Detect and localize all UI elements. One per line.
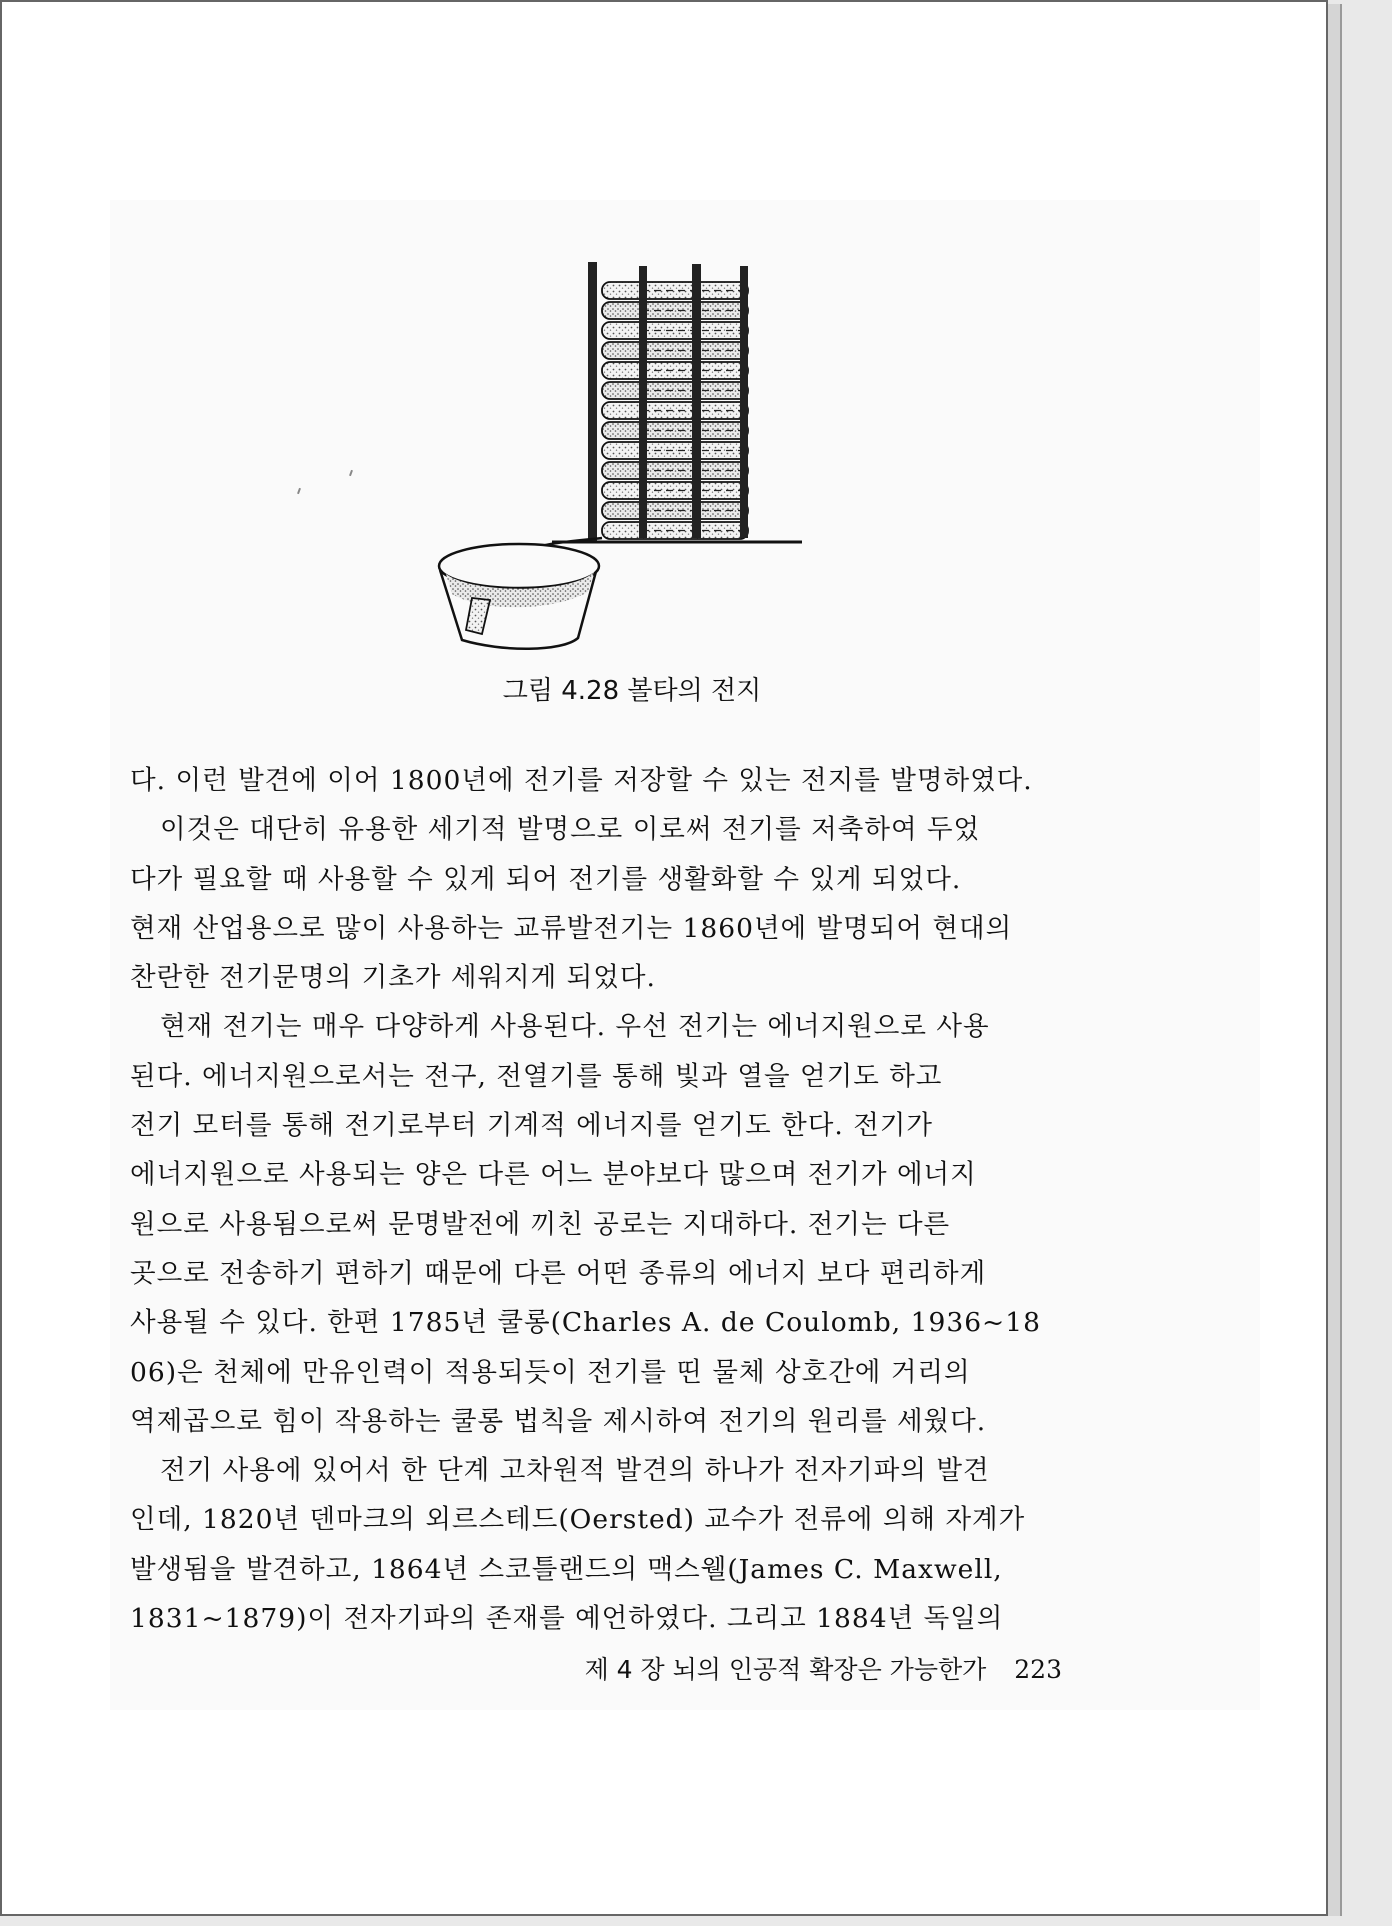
text-line: 에너지원으로 사용되는 양은 다른 어느 분야보다 많으며 전기가 에너지 xyxy=(130,1159,977,1191)
volta-pile-icon xyxy=(402,242,842,662)
chapter-title: 제 4 장 뇌의 인공적 확장은 가능한가 xyxy=(584,1655,987,1684)
text-line: 인데, 1820년 덴마크의 외르스테드(Oersted) 교수가 전류에 의해 자계가 xyxy=(130,1504,1026,1536)
text-line: 이것은 대단히 유용한 세기적 발명으로 이로써 전기를 저축하여 두었 xyxy=(160,814,981,846)
text-line: 다. 이런 발견에 이어 1800년에 전기를 저장할 수 있는 전지를 발명하였다. xyxy=(130,765,1033,796)
text-line: 현재 산업용으로 많이 사용하는 교류발전기는 1860년에 발명되어 현대의 xyxy=(130,912,1013,944)
text-line: 1831~1879)이 전자기파의 존재를 예언하였다. 그리고 1884년 독일의 xyxy=(130,1603,1004,1635)
text-line: 원으로 사용됨으로써 문명발전에 끼친 공로는 지대하다. 전기는 다른 xyxy=(130,1208,951,1240)
text-line: 찬란한 전기문명의 기초가 세워지게 되었다. xyxy=(130,962,656,994)
figure-caption: 그림 4.28 볼타의 전지 xyxy=(502,676,762,706)
text-line: 역제곱으로 힘이 작용하는 쿨롱 법칙을 제시하여 전기의 원리를 세웠다. xyxy=(130,1405,987,1437)
volta-pile-figure xyxy=(402,242,842,662)
text-line: 곳으로 전송하기 편하기 때문에 다른 어떤 종류의 에너지 보다 편리하게 xyxy=(130,1257,987,1289)
text-line: 현재 전기는 매우 다양하게 사용된다. 우선 전기는 에너지원으로 사용 xyxy=(160,1011,990,1043)
text-line: 전기 모터를 통해 전기로부터 기계적 에너지를 얻기도 한다. 전기가 xyxy=(130,1110,933,1142)
page-number: 223 xyxy=(1014,1655,1062,1684)
text-line: 된다. 에너지원으로서는 전구, 전열기를 통해 빛과 열을 얻기도 하고 xyxy=(130,1060,943,1092)
page-edge xyxy=(1328,4,1342,1916)
running-footer xyxy=(542,1650,1062,1686)
text-line: 발생됨을 발견하고, 1864년 스코틀랜드의 맥스웰(James C. Maxwell, xyxy=(130,1553,1003,1585)
text-line: 06)은 천체에 만유인력이 적용되듯이 전기를 띤 물체 상호간에 거리의 xyxy=(130,1356,971,1388)
text-line: 사용될 수 있다. 한편 1785년 쿨롱(Charles A. de Coulomb, 1936~18 xyxy=(130,1307,1041,1339)
disc-stack xyxy=(602,282,748,539)
text-line: 다가 필요할 때 사용할 수 있게 되어 전기를 생활화할 수 있게 되었다. xyxy=(130,863,962,895)
body-text xyxy=(130,756,1090,1643)
text-line: 전기 사용에 있어서 한 단계 고차원적 발견의 하나가 전자기파의 발견 xyxy=(160,1455,990,1487)
